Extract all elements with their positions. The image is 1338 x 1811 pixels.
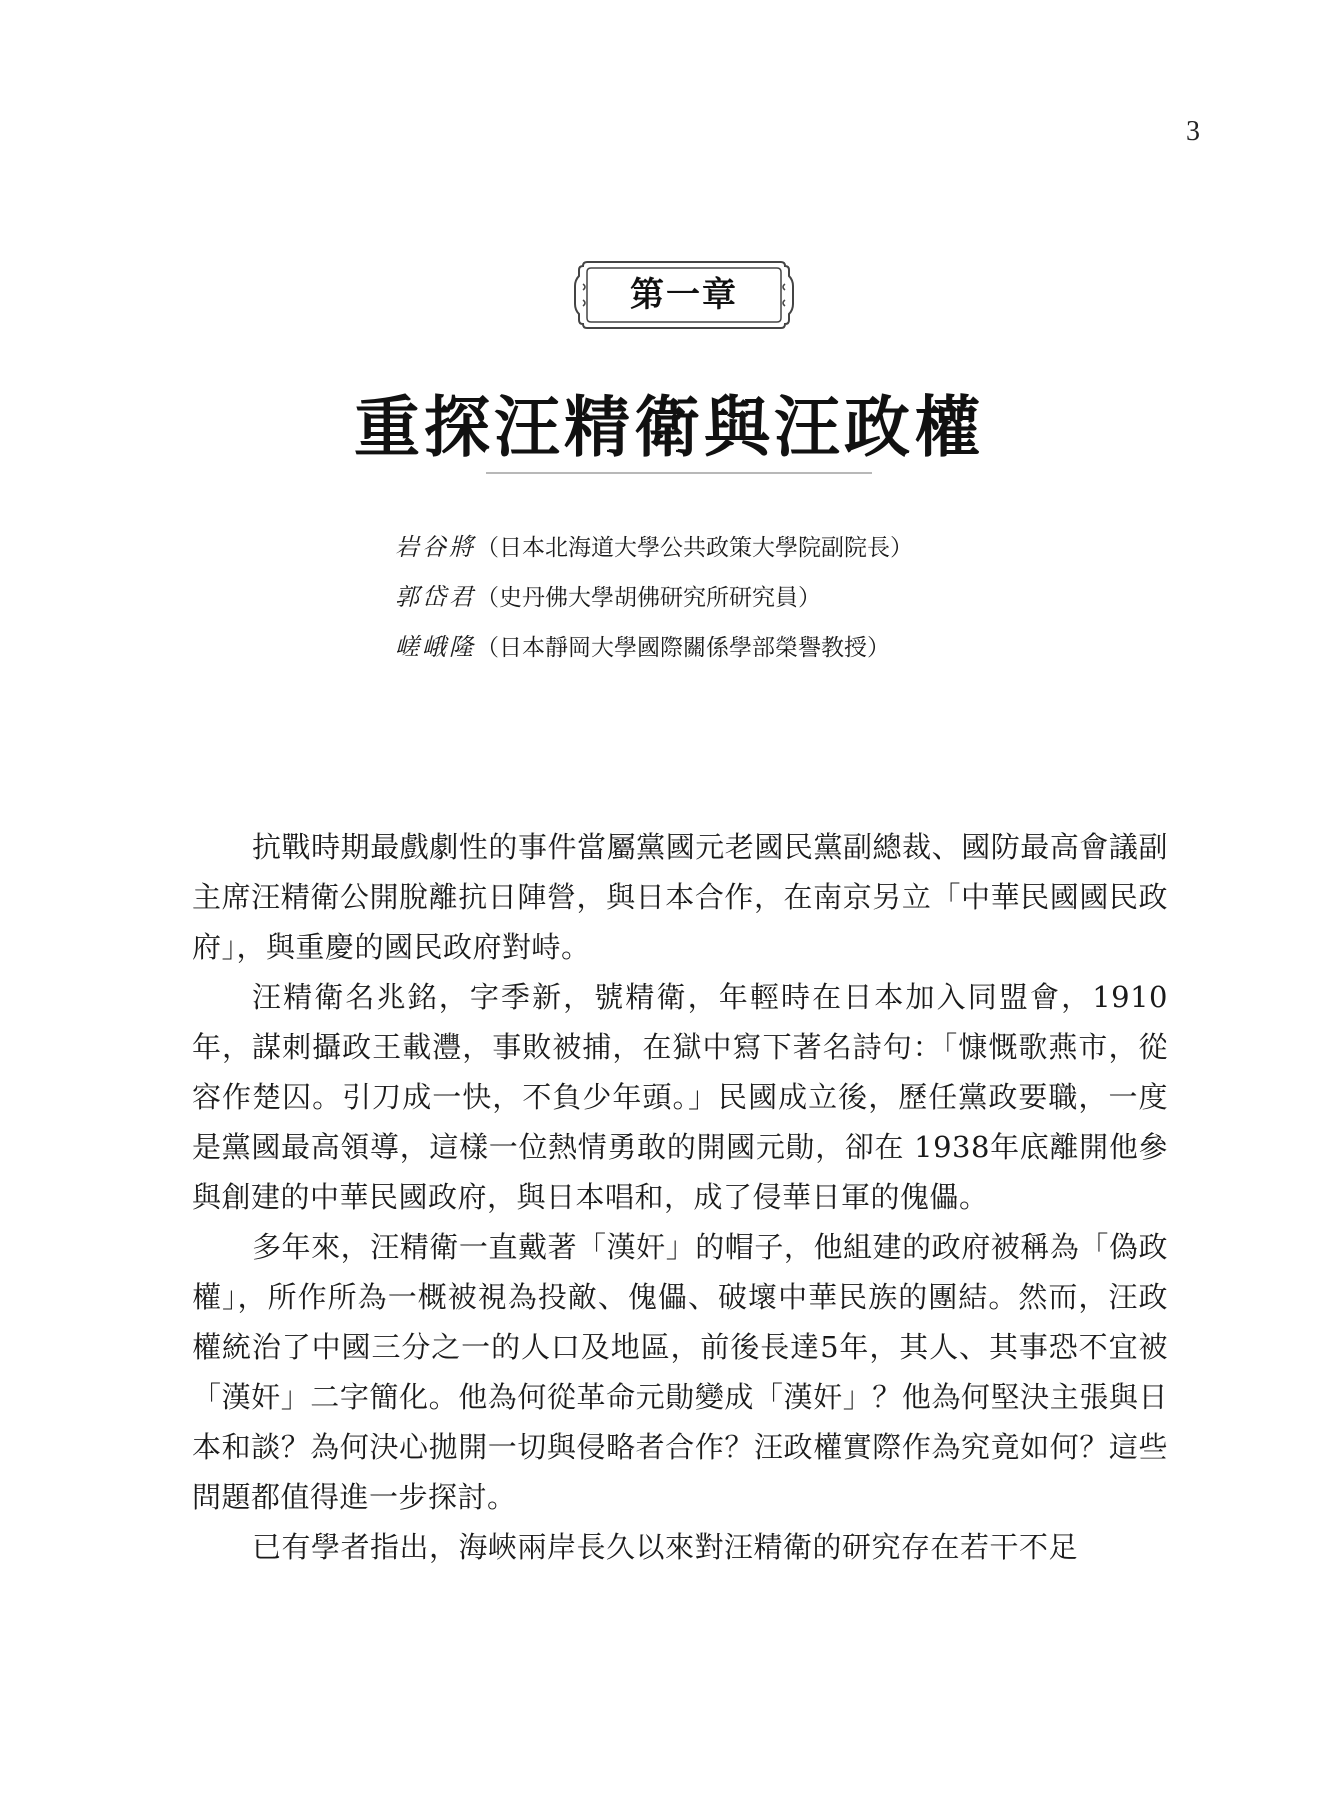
paragraph: 已有學者指出，海峽兩岸長久以來對汪精衛的研究存在若干不足 <box>252 1530 1079 1564</box>
author-affiliation: （史丹佛大學胡佛研究所研究員） <box>476 585 821 611</box>
author-line <box>395 572 1195 622</box>
author-line <box>395 622 1195 672</box>
chapter-label: 第一章 <box>630 275 738 315</box>
chapter-title: 重探汪精衛與汪政權 <box>354 389 984 466</box>
paragraph: 抗戰時期最戲劇性的事件當屬黨國元老國民黨副總裁、國防最高會議副主席汪精衛公開脫離抗日陣營，與日本合作，在南京另立「中華民國國民政府」，與重慶的國民政府對峙。 <box>192 830 1168 964</box>
author-name: 嵯峨隆 <box>395 633 476 661</box>
author-affiliation: （日本靜岡大學國際關係學部榮譽教授） <box>476 635 890 661</box>
body-text <box>192 822 1168 1572</box>
author-name: 郭岱君 <box>395 583 476 611</box>
author-name: 岩谷將 <box>395 533 476 561</box>
chapter-badge <box>573 260 795 330</box>
author-affiliation: （日本北海道大學公共政策大學院副院長） <box>476 535 913 561</box>
author-list <box>395 522 1195 672</box>
paragraph: 汪精衛名兆銘，字季新，號精衛，年輕時在日本加入同盟會，1910年，謀刺攝政王載灃，事敗被捕，在獄中寫下著名詩句：「慷慨歌燕市，從容作楚囚。引刀成一快，不負少年頭。」民國成立後，歷任黨政要職，一度是黨國最高領導，這樣一位熱情勇敢的開國元勛，卻在 1938年底離開他參與創建的中華民國政府，與日本唱和，成了侵華日軍的傀儡。 <box>192 980 1168 1214</box>
paragraph: 多年來，汪精衛一直戴著「漢奸」的帽子，他組建的政府被稱為「偽政權」，所作所為一概被視為投敵、傀儡、破壞中華民族的團結。然而，汪政權統治了中國三分之一的人口及地區，前後長達5年，其人、其事恐不宜被「漢奸」二字簡化。他為何從革命元勛變成「漢奸」？他為何堅決主張與日本和談？為何決心拋開一切與侵略者合作？汪政權實際作為究竟如何？這些問題都值得進一步探討。 <box>192 1230 1168 1514</box>
title-divider <box>486 472 872 474</box>
author-line <box>395 522 1195 572</box>
page-number: 3 <box>1186 116 1200 147</box>
